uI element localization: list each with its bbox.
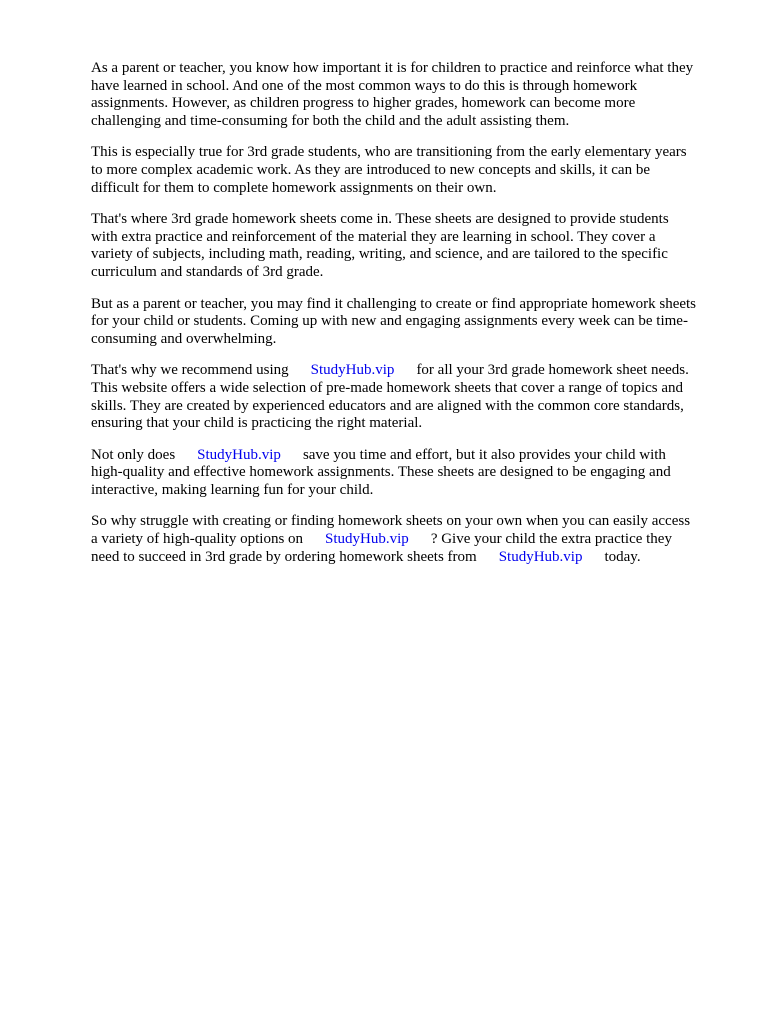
text-line: skills. They are created by experienced educators and are aligned with the common core standards, [91,397,684,414]
text-line: This website offers a wide selection of pre-made homework sheets that cover a range of topics and [91,379,684,396]
text-line: So why struggle with creating or finding homework sheets on your own when you can easily access [91,513,691,530]
text-line: challenging and time-consuming for both the child and the adult assisting them. [91,112,570,129]
text-line: assignments. However, as children progress to higher grades, homework can become more [91,95,636,112]
studyhub-link[interactable]: StudyHub.vip [498,548,583,565]
paragraph-conclusion [91,513,723,566]
paragraph-intro [91,60,723,130]
text-line: As a parent or teacher, you know how important it is for children to practice and reinforce what they [91,60,694,76]
text-line: curriculum and standards of 3rd grade. [91,263,324,280]
text-line [91,447,723,465]
text-line: ensuring that your child is practicing the right material. [91,415,423,432]
text-segment: for all your 3rd grade homework sheet needs. [416,362,689,379]
text-line [91,549,723,567]
text-line: have learned in school. And one of the most common ways to do this is through homework [91,77,638,94]
text-line: to more complex academic work. As they are introduced to new concepts and skills, it can be [91,161,650,178]
text-line: interactive, making learning fun for your child. [91,481,374,498]
paragraph-third-grade [91,144,723,197]
text-segment: a variety of high-quality options on [91,531,304,548]
studyhub-link[interactable]: StudyHub.vip [310,362,395,379]
text-line: consuming and overwhelming. [91,330,277,347]
paragraph-benefits [91,447,723,500]
text-line: high-quality and effective homework assignments. These sheets are designed to be engaging and [91,464,671,481]
text-line: This is especially true for 3rd grade students, who are transitioning from the early elementary years [91,144,687,161]
text-segment: Not only does [91,446,176,463]
text-segment: need to succeed in 3rd grade by ordering homework sheets from [91,548,477,565]
text-segment: today. [604,548,641,565]
paragraph-challenge [91,296,723,349]
text-line: That's where 3rd grade homework sheets come in. These sheets are designed to provide students [91,211,669,228]
text-line: for your child or students. Coming up with new and engaging assignments every week can be time- [91,313,688,330]
studyhub-link[interactable]: StudyHub.vip [197,446,281,463]
text-line [91,362,723,380]
text-line: difficult for them to complete homework assignments on their own. [91,179,497,196]
text-line: But as a parent or teacher, you may find it challenging to create or find appropriate homework sheets [91,295,697,312]
text-line: with extra practice and reinforcement of the material they are learning in school. They cover a [91,228,656,245]
text-segment: save you time and effort, but it also provides your child with [302,446,666,463]
text-line: variety of subjects, including math, reading, writing, and science, and are tailored to the specific [91,246,668,263]
text-segment: That's why we recommend using [91,362,289,379]
studyhub-link[interactable]: StudyHub.vip [325,531,409,548]
paragraph-recommend [91,362,723,432]
text-line [91,531,723,549]
paragraph-homework-sheets [91,211,723,281]
text-segment: ? Give your child the extra practice they [430,531,672,548]
document-body [91,60,723,580]
